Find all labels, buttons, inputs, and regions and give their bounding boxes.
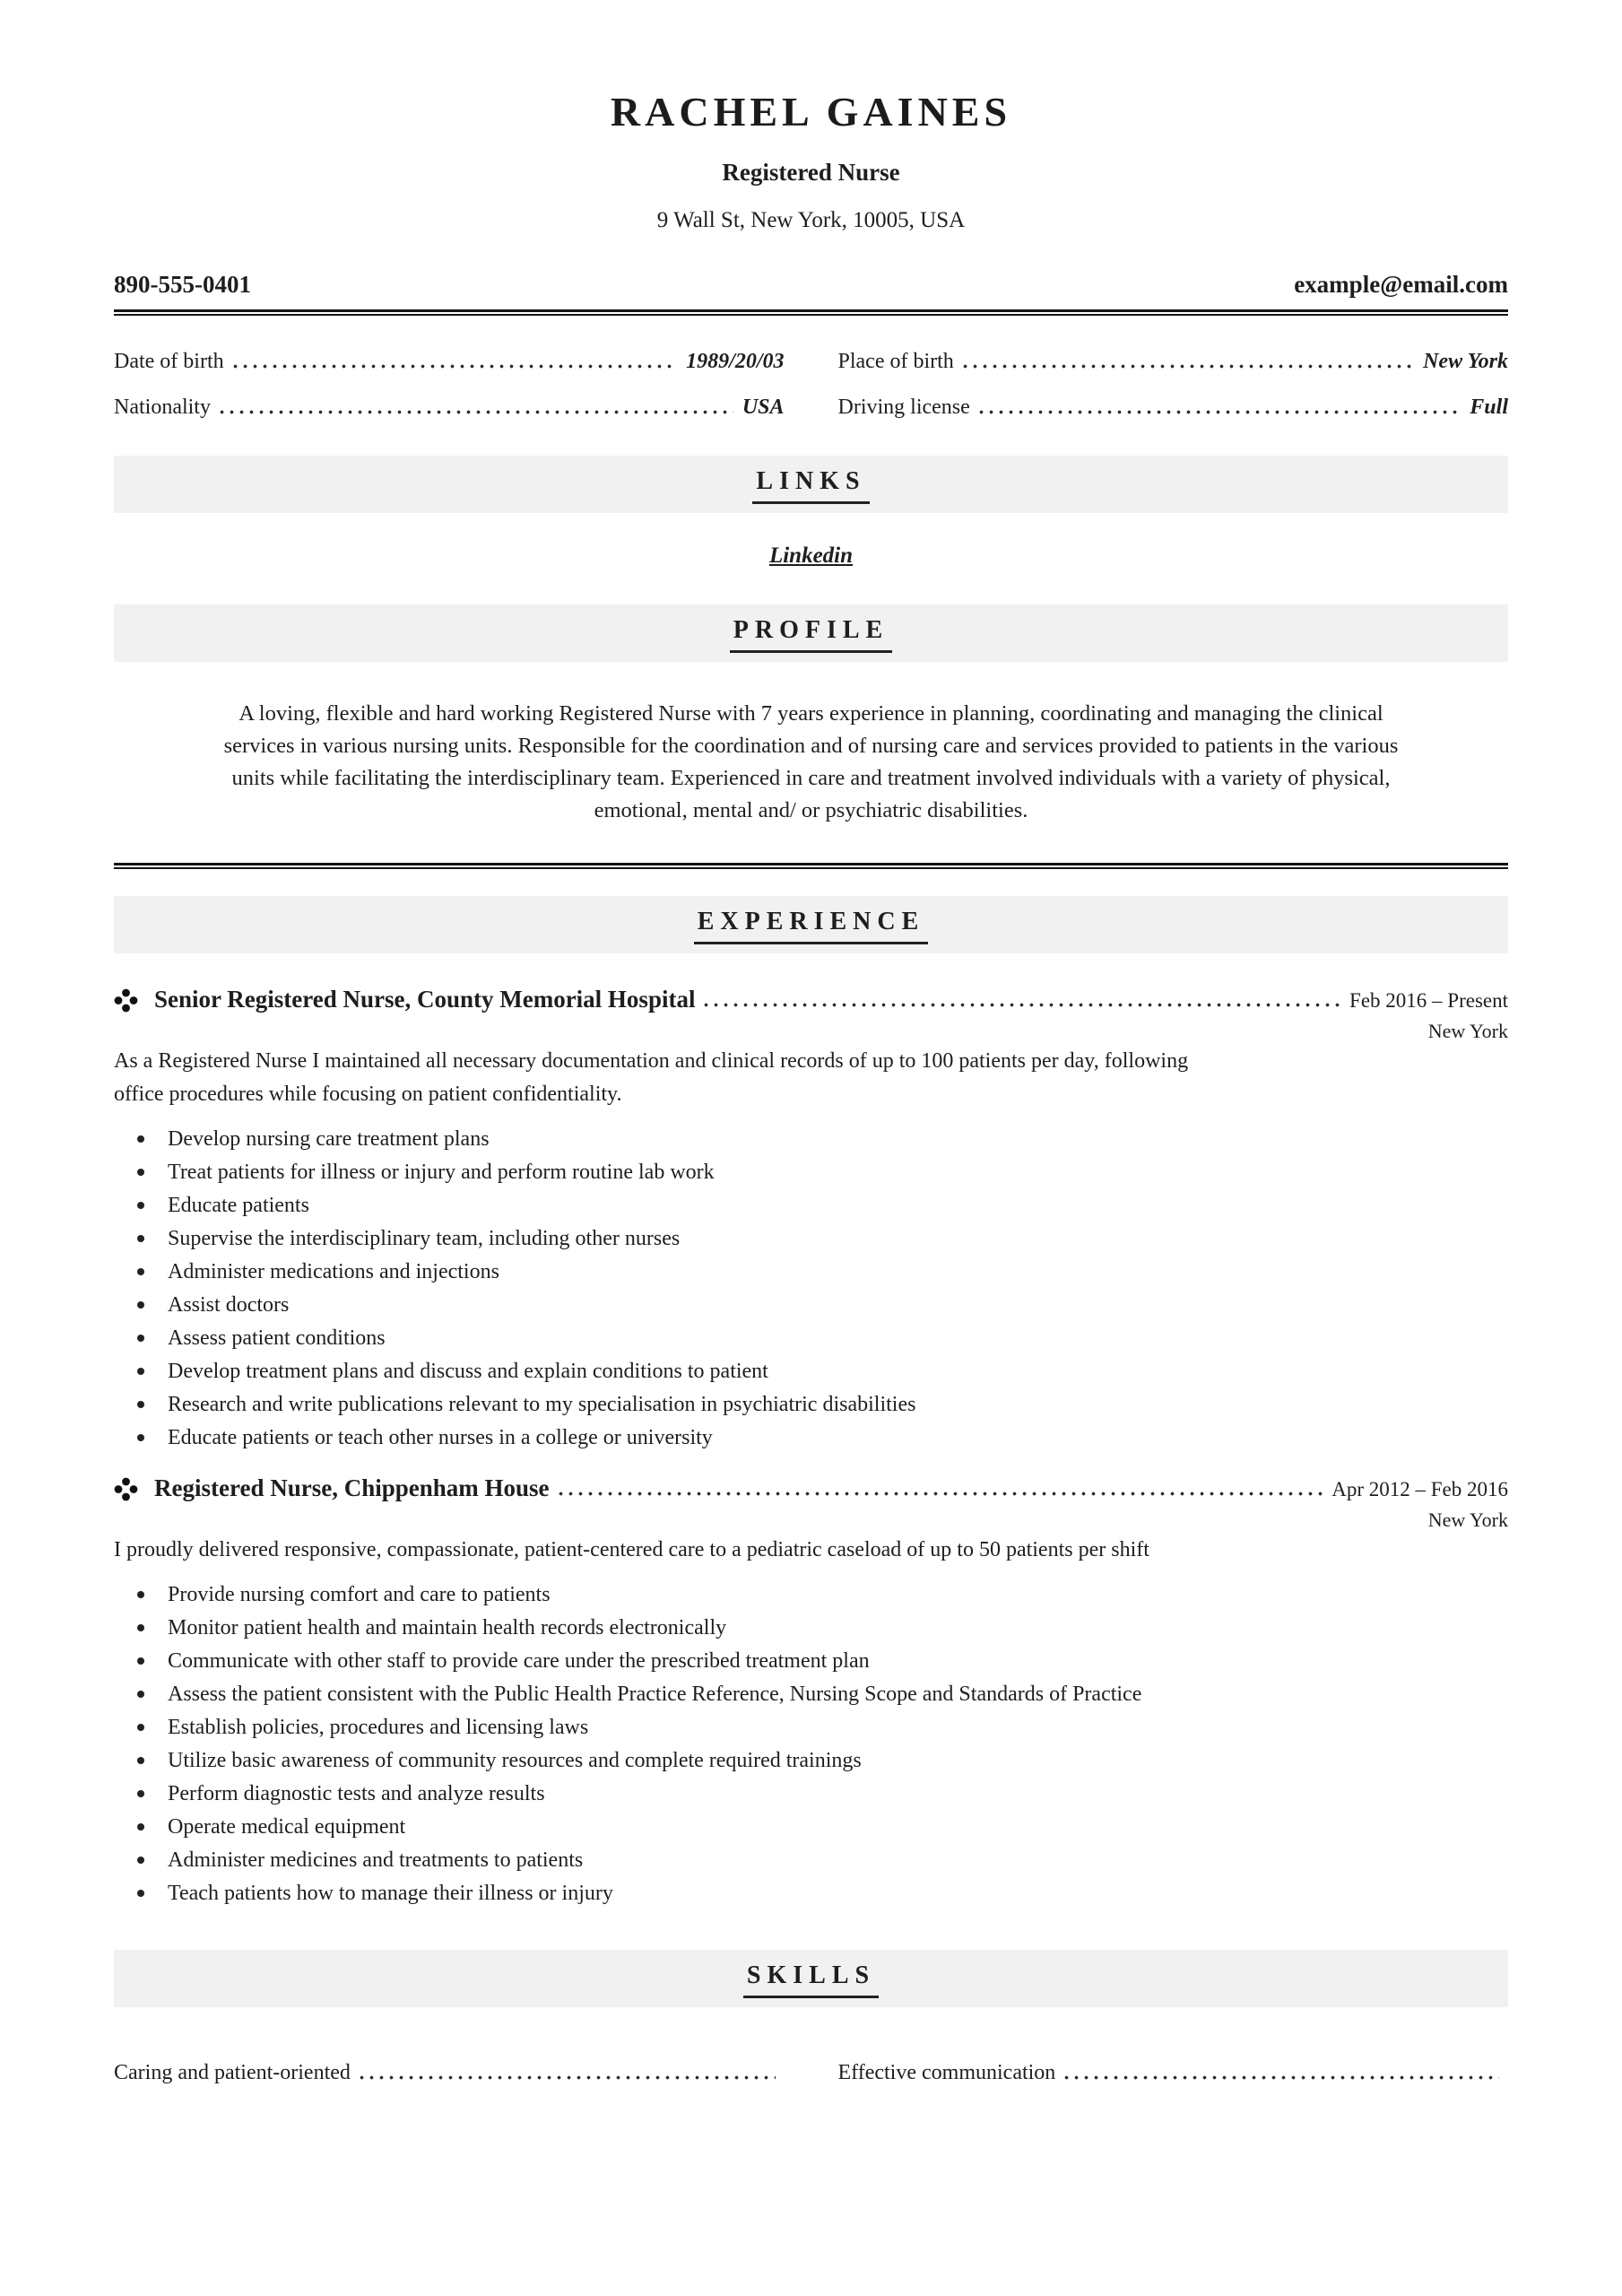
- dotted-leader: [233, 364, 678, 369]
- job-description: As a Registered Nurse I maintained all necessary documentation and clinical records of up to 100 patients per day, following office procedures while focusing on patient confidentiality.: [114, 1049, 1189, 1106]
- links-body: [114, 544, 1508, 569]
- experience-section-band: [114, 896, 1508, 953]
- skill-item: [114, 2061, 785, 2085]
- dotted-leader: [704, 1003, 1340, 1007]
- skills-section-heading: SKILLS: [743, 1960, 879, 1998]
- job-dates: Apr 2012 – Feb 2016: [1331, 1478, 1508, 1500]
- job-bullet: Educate patients: [125, 1192, 1369, 1219]
- linkedin-link[interactable]: Linkedin: [768, 544, 854, 568]
- profile-summary: A loving, flexible and hard working Registered Nurse with 7 years experience in planning, coordinating and managing the clinical services in various nursing units. Responsible for the coordination and of nursing care and services provided to patients in the various units while facilitating the interdisciplinary team. Experienced in care and treatment involved individuals with a variety of physical, emotional, mental and/ or psychiatric disabilities.: [223, 701, 1399, 822]
- experience-job-1: [114, 986, 1508, 1451]
- dotted-leader: [963, 364, 1414, 369]
- links-section-band: [114, 456, 1508, 513]
- divider-rule: [114, 863, 1508, 869]
- detail-value: New York: [1423, 350, 1508, 373]
- job-header: [114, 986, 1508, 1013]
- job-bullet: Administer medications and injections: [125, 1258, 1369, 1285]
- skills-list: [114, 2061, 1508, 2085]
- job-title: Registered Nurse, Chippenham House: [154, 1474, 550, 1501]
- personal-details: [114, 350, 1508, 420]
- detail-value: USA: [742, 396, 785, 419]
- profile-section-heading: PROFILE: [730, 614, 892, 653]
- detail-value: Full: [1470, 396, 1508, 419]
- detail-date-of-birth: [114, 350, 785, 374]
- detail-label: Nationality: [114, 396, 211, 419]
- job-bullet: Develop treatment plans and discuss and explain conditions to patient: [125, 1358, 1369, 1385]
- job-description: I proudly delivered responsive, compassionate, patient-centered care to a pediatric caseload of up to 50 patients per shift: [114, 1538, 1149, 1561]
- job-bullet: Monitor patient health and maintain health records electronically: [125, 1614, 1369, 1641]
- job-bullet-list: [114, 1126, 1369, 1451]
- dotted-leader: [360, 2075, 776, 2080]
- experience-section-heading: EXPERIENCE: [694, 906, 929, 944]
- experience-job-2: [114, 1474, 1508, 1907]
- skill-name: Caring and patient-oriented: [114, 2061, 351, 2084]
- job-bullet-list: [114, 1581, 1369, 1907]
- job-bullet: Communicate with other staff to provide care under the prescribed treatment plan: [125, 1648, 1369, 1674]
- detail-nationality: [114, 396, 785, 420]
- job-bullet: Utilize basic awareness of community resources and complete required trainings: [125, 1747, 1369, 1774]
- diamond-dots-icon: [114, 988, 138, 1013]
- job-bullet: Assess patient conditions: [125, 1325, 1369, 1352]
- dotted-leader: [559, 1492, 1323, 1496]
- job-bullet: Assess the patient consistent with the Public Health Practice Reference, Nursing Scope and Standards of Practice: [125, 1681, 1326, 1708]
- job-title: Senior Registered Nurse, County Memorial Hospital: [154, 986, 696, 1013]
- detail-label: Date of birth: [114, 350, 224, 373]
- skills-section-band: [114, 1950, 1508, 2007]
- diamond-dots-icon: [114, 1477, 138, 1501]
- dotted-leader: [979, 410, 1462, 414]
- job-bullet: Treat patients for illness or injury and perform routine lab work: [125, 1159, 1369, 1186]
- job-dates: Feb 2016 – Present: [1349, 989, 1508, 1012]
- candidate-name: RACHEL GAINES: [610, 89, 1012, 135]
- candidate-job-title: Registered Nurse: [722, 159, 900, 186]
- job-bullet: Teach patients how to manage their illness or injury: [125, 1880, 1369, 1907]
- resume-header: [114, 0, 1508, 233]
- job-bullet: Assist doctors: [125, 1292, 1369, 1318]
- job-bullet: Research and write publications relevant to my specialisation in psychiatric disabilities: [125, 1391, 1369, 1418]
- skill-name: Effective communication: [837, 2061, 1056, 2084]
- job-bullet: Establish policies, procedures and licensing laws: [125, 1714, 1369, 1741]
- job-header: [114, 1474, 1508, 1501]
- job-bullet: Provide nursing comfort and care to patients: [125, 1581, 1369, 1608]
- job-location: New York: [1427, 1509, 1508, 1531]
- detail-place-of-birth: [838, 350, 1509, 374]
- profile-section-band: [114, 604, 1508, 662]
- phone-number: 890-555-0401: [114, 271, 251, 298]
- job-bullet: Supervise the interdisciplinary team, including other nurses: [125, 1225, 1369, 1252]
- dotted-leader: [1064, 2075, 1499, 2080]
- job-bullet: Operate medical equipment: [125, 1813, 1369, 1840]
- contact-row: [114, 271, 1508, 299]
- job-bullet: Perform diagnostic tests and analyze results: [125, 1780, 1369, 1807]
- job-bullet: Administer medicines and treatments to patients: [125, 1847, 1369, 1874]
- dotted-leader: [220, 410, 733, 414]
- detail-label: Place of birth: [837, 350, 954, 373]
- skill-item: [838, 2061, 1509, 2085]
- job-bullet: Educate patients or teach other nurses in a college or university: [125, 1424, 1369, 1451]
- divider-rule: [114, 309, 1508, 316]
- email-address: example@email.com: [1294, 271, 1508, 298]
- detail-value: 1989/20/03: [686, 350, 785, 373]
- candidate-address: 9 Wall St, New York, 10005, USA: [656, 208, 966, 232]
- job-location: New York: [1427, 1020, 1508, 1042]
- links-section-heading: LINKS: [752, 465, 869, 504]
- detail-driving-license: [838, 396, 1509, 420]
- detail-label: Driving license: [837, 396, 970, 419]
- job-bullet: Develop nursing care treatment plans: [125, 1126, 1369, 1152]
